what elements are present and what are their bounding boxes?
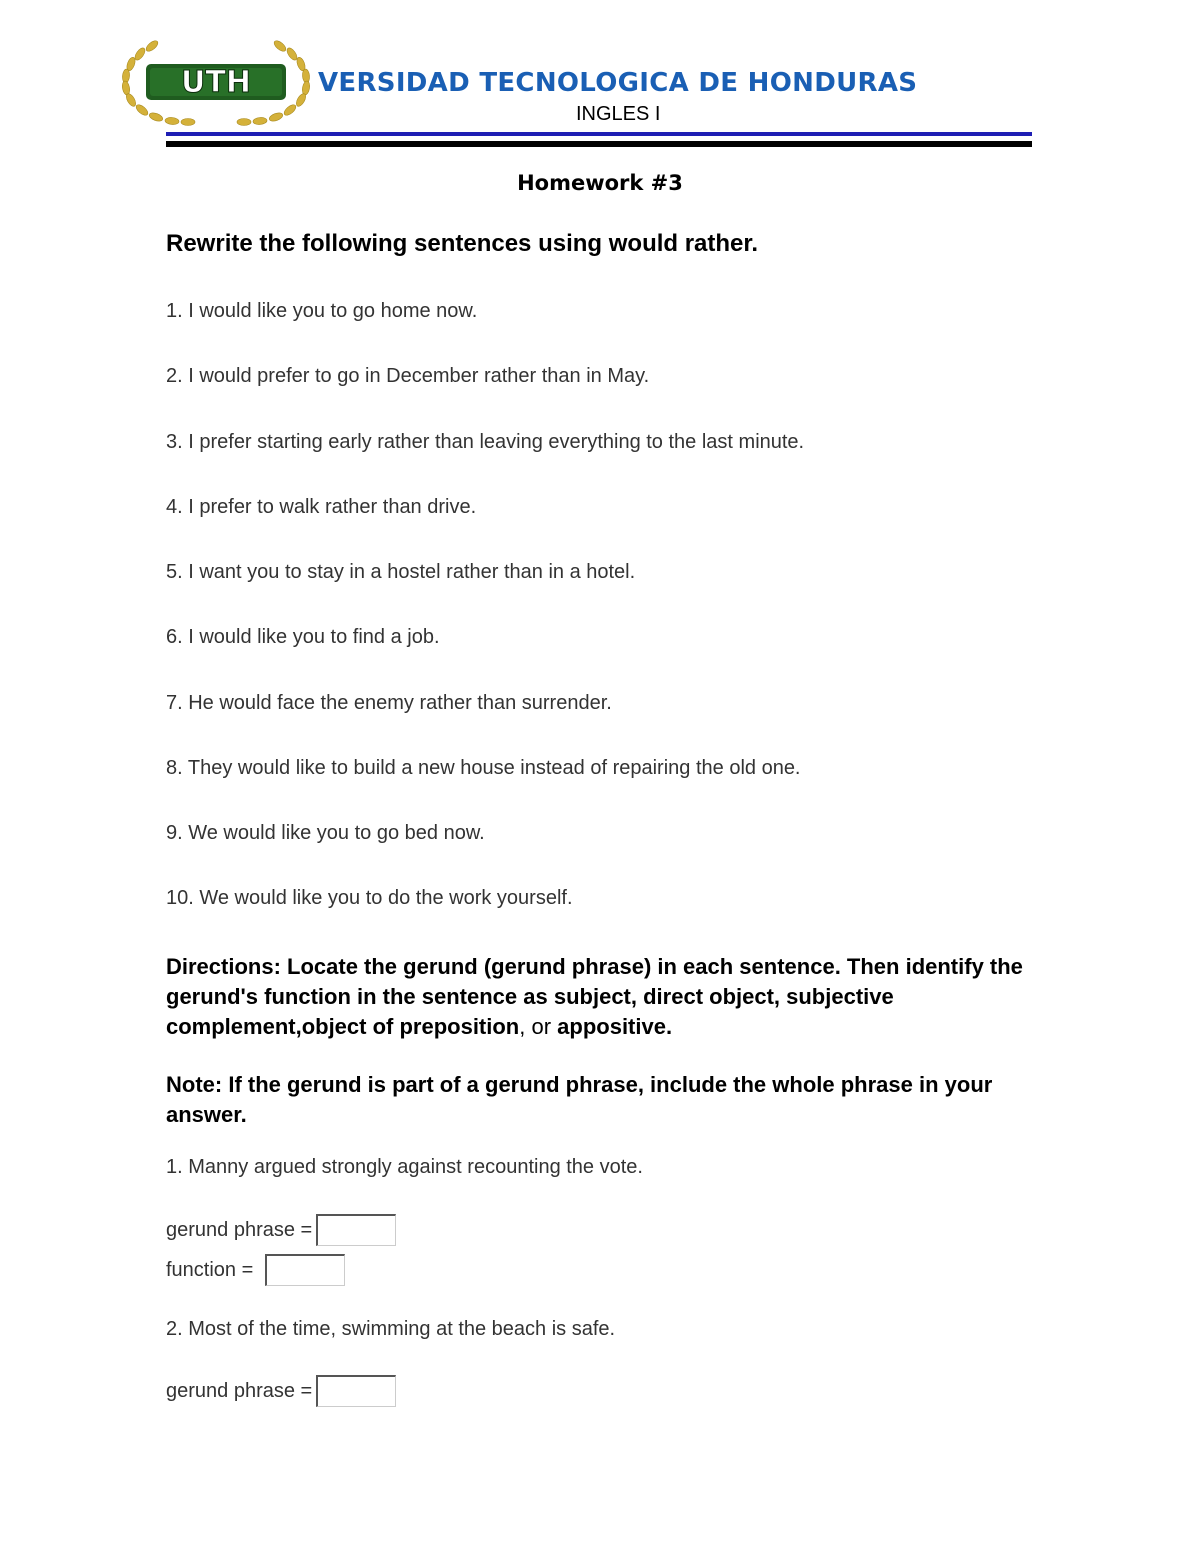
gerund-phrase-input[interactable] [316, 1214, 396, 1246]
sentence-item: 3. I prefer starting early rather than leaving everything to the last minute. [166, 431, 805, 453]
header-rule-blue [166, 132, 1032, 136]
sentence-item: 1. I would like you to go home now. [166, 300, 478, 322]
gerund-phrase-row [166, 1210, 396, 1242]
sentence-item: 5. I want you to stay in a hostel rather than in a hotel. [166, 561, 636, 583]
function-input[interactable] [265, 1254, 345, 1286]
sentence-item: 4. I prefer to walk rather than drive. [166, 496, 477, 518]
gerund-phrase-label: gerund phrase = [166, 1380, 313, 1402]
gerund-question: 1. Manny argued strongly against recounting the vote. [166, 1156, 643, 1178]
directions-part-a: Directions: Locate the gerund (gerund phrase) in each sentence. Then identify the gerund's function in the sentence as [166, 954, 1023, 1009]
sentence-item: 7. He would face the enemy rather than surrender. [166, 692, 612, 714]
header-rule-black [166, 141, 1032, 147]
note-text: Note: If the gerund is part of a gerund phrase, include the whole phrase in your answer. [166, 1072, 993, 1127]
function-label: function = [166, 1259, 254, 1281]
directions-part-e: . [665, 1014, 673, 1039]
gerund-phrase-input[interactable] [316, 1375, 396, 1407]
directions-functions: subject, direct object, subjective complement,object of preposition [166, 984, 894, 1039]
directions-appositive: appositive [557, 1014, 666, 1039]
directions-part-c: , or [519, 1014, 558, 1039]
gerund-question: 2. Most of the time, swimming at the beach is safe. [166, 1318, 616, 1340]
sentence-item: 6. I would like you to find a job. [166, 626, 440, 648]
gerund-phrase-row [166, 1371, 396, 1403]
part1-instruction: Rewrite the following sentences using would rather. [166, 230, 759, 257]
sentence-item: 2. I would prefer to go in December rather than in May. [166, 365, 650, 387]
course-name: INGLES I [576, 103, 661, 125]
sentence-item: 8. They would like to build a new house instead of repairing the old one. [166, 757, 801, 779]
logo-text: UTH [181, 65, 251, 100]
directions-text [166, 952, 1046, 1042]
homework-title: Homework #3 [517, 171, 683, 195]
function-row [166, 1250, 345, 1282]
sentence-item: 10. We would like you to do the work yourself. [166, 887, 573, 909]
sentence-item: 9. We would like you to go bed now. [166, 822, 485, 844]
university-name: VERSIDAD TECNOLOGICA DE HONDURAS [318, 68, 918, 98]
gerund-phrase-label: gerund phrase = [166, 1219, 313, 1241]
uth-logo [118, 34, 314, 126]
